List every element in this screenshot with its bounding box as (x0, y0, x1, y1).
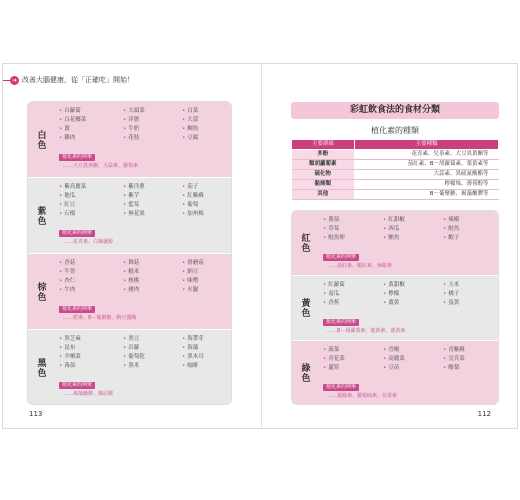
food-item: • 花枝 (123, 134, 182, 143)
food-item: • 糙米 (123, 268, 182, 277)
food-item: • 豬肉 (123, 286, 182, 295)
summary-row (292, 190, 499, 200)
food-item: • 高麗菜 (383, 355, 443, 364)
food-list (59, 335, 229, 371)
food-item: • 鯛魚 (182, 125, 232, 134)
chapter-header (3, 75, 261, 86)
summary-types: 茄紅素、B－胡蘿蔔素、葉黃素等 (355, 160, 499, 170)
summary-group: 硫化物 (292, 170, 355, 180)
food-item: • 味噌 (182, 277, 232, 286)
food-item: • 薑 (59, 125, 123, 134)
food-list (59, 107, 229, 143)
food-item: • 黃甜椒 (383, 281, 443, 290)
phytochemical-tag: 植化素的例舉 (59, 382, 95, 389)
food-item: • 牛蒡 (59, 268, 123, 277)
food-item: • 石榴 (59, 210, 123, 219)
food-item: • 地瓜 (59, 192, 123, 201)
food-item: • 紫洋蔥 (123, 183, 182, 192)
food-item: • 滑蘑菇 (182, 259, 232, 268)
food-item: • 舞菇 (123, 259, 182, 268)
food-item: • 菠菜 (323, 346, 383, 355)
food-item: • 香菇 (59, 259, 123, 268)
page-spine (261, 64, 262, 428)
food-list (323, 281, 496, 308)
right-page-title: 彩虹飲食法的食材分類 (291, 102, 499, 119)
left-color-table (27, 101, 232, 405)
food-item: • 西瓜 (383, 225, 443, 234)
color-label: 棕色 (35, 281, 46, 302)
food-item: • 青紫蘇 (443, 346, 493, 355)
summary-row (292, 170, 499, 180)
food-item: • 岩蘿 (123, 344, 182, 353)
color-row-body (54, 330, 232, 405)
color-row (292, 276, 499, 341)
food-item: • 海藻 (182, 344, 232, 353)
book-spread (2, 63, 518, 429)
food-item: • 香蕉 (323, 299, 383, 308)
food-item: • 葡萄 (182, 201, 232, 210)
food-item: • 羊栖菜 (59, 353, 123, 362)
color-row (28, 254, 232, 330)
summary-group: 其他 (292, 190, 355, 200)
color-row (28, 102, 232, 178)
food-item: • 黑芝麻 (59, 335, 123, 344)
food-item: • 葡萄乾 (123, 353, 182, 362)
food-item: • 檸檬 (383, 290, 443, 299)
chapter-title: 改善大腦健康，從「正確吃」開始！ (22, 76, 134, 84)
phytochemical-examples: ……褐藻醣膠、綠原酸 (63, 391, 114, 397)
food-item: • 大頭菜 (123, 107, 182, 116)
summary-types: 大蒜素、異硫氰酸酯等 (355, 170, 499, 180)
food-item: • 番茄 (323, 216, 383, 225)
page-number-left: 113 (29, 410, 43, 418)
food-item: • 豆腐 (182, 134, 232, 143)
summary-types: 花青素、兒茶素、大豆異黃酮等 (355, 150, 499, 160)
food-item: • 牛肉 (59, 286, 123, 295)
food-item: • 加州梅 (182, 210, 232, 219)
food-item: • 黑木耳 (182, 353, 232, 362)
color-row-body (318, 276, 499, 340)
color-row-body (54, 254, 232, 329)
color-row (28, 178, 232, 254)
color-row (292, 211, 499, 276)
food-item: • 牛奶 (123, 125, 182, 134)
food-item: • 薑黃 (383, 299, 443, 308)
color-label: 黃色 (299, 298, 310, 318)
summary-group: 多酚 (292, 150, 355, 160)
food-item: • 火腿 (182, 286, 232, 295)
food-item: • 鮭魚 (443, 225, 493, 234)
phytochemical-tag: 植化素的例舉 (323, 384, 359, 391)
color-row-body (54, 178, 232, 253)
color-label: 紅色 (299, 233, 310, 253)
color-row (292, 341, 499, 405)
food-item: • 鮪魚 (383, 234, 443, 243)
summary-types: 檸檬烯、薄荷醇等 (355, 180, 499, 190)
food-item: • 鮭魚卵 (323, 234, 383, 243)
color-row (28, 330, 232, 405)
food-item: • 海帶芽 (182, 335, 232, 344)
food-list (323, 346, 496, 373)
food-item: • 白菜 (182, 107, 232, 116)
food-item: • 豆苗 (383, 364, 443, 373)
food-item: • 蝦子 (443, 234, 493, 243)
summary-group: 黏烯類 (292, 180, 355, 190)
summary-row (292, 180, 499, 190)
food-item: • 蒟蒻 (59, 362, 123, 371)
phytochemical-examples: ……葉綠素、蘿蔔硫素、兒茶素 (327, 393, 398, 399)
color-label: 白色 (35, 129, 46, 150)
food-list (323, 216, 496, 243)
food-item: • 藍莓 (123, 201, 182, 210)
phytochemical-tag: 植化素的例舉 (59, 230, 95, 237)
phytochemical-examples: ……花青素、白藜蘆醇 (63, 239, 114, 245)
food-list (59, 183, 229, 219)
food-item: • 大蒜 (182, 116, 232, 125)
food-item: • 紅甜椒 (383, 216, 443, 225)
food-item: • 黑米 (123, 362, 182, 371)
summary-types: B－葡聚糖、褐藻醣膠等 (355, 190, 499, 200)
phytochemical-tag: 植化素的例舉 (323, 319, 359, 326)
food-item: • 黑豆 (123, 335, 182, 344)
food-item: • 紅豆 (59, 201, 123, 210)
food-item: • 酪梨 (443, 364, 493, 373)
phytochemical-tag: 植化素的例舉 (59, 154, 95, 161)
food-item: • 皇宮菜 (443, 355, 493, 364)
food-item: • 辣椒 (443, 216, 493, 225)
food-item: • 納豆 (182, 268, 232, 277)
food-item: • 玉米 (443, 281, 493, 290)
food-item: • 紅蘿蔔 (323, 281, 383, 290)
food-item: • 茄子 (182, 183, 232, 192)
color-row-body (318, 341, 499, 405)
food-item: • 白花椰菜 (59, 116, 123, 125)
food-item: • 草莓 (323, 225, 383, 234)
food-item: • 咖啡 (182, 362, 232, 371)
summary-group: 類胡蘿蔔素 (292, 160, 355, 170)
food-item: • 青花菜 (323, 355, 383, 364)
phytochemical-examples: ……茄紅素、蝦紅素、辣椒素 (327, 263, 393, 269)
color-label: 黑色 (35, 357, 46, 378)
phytochemical-examples: ……大豆異黃酮、大蒜素、蘿蔔素 (63, 163, 139, 169)
summary-header-types: 主要種類 (355, 140, 499, 150)
food-item: • 橘子 (443, 290, 493, 299)
phytochemical-tag: 植化素的例舉 (323, 254, 359, 261)
food-item: • 青椒 (383, 346, 443, 355)
food-item: • 紫高麗菜 (59, 183, 123, 192)
page-number-right: 112 (477, 410, 491, 418)
food-item: • 南瓜 (323, 290, 383, 299)
food-item: • 核桃 (123, 277, 182, 286)
summary-header-group: 主要群組 (292, 140, 355, 150)
color-row-body (318, 211, 499, 275)
food-list (59, 259, 229, 295)
food-item: • 紅紫蘇 (182, 192, 232, 201)
food-item: • 白蘿蔔 (59, 107, 123, 116)
food-item: • 紫芋 (123, 192, 182, 201)
food-item: • 杏仁 (59, 277, 123, 286)
food-item: • 蛋黃 (443, 299, 493, 308)
phytochemical-examples: ……乾素、B－葡聚糖、納豆激酶 (63, 315, 137, 321)
summary-row (292, 150, 499, 160)
color-row-body (54, 102, 232, 177)
food-item: • 無花果 (123, 210, 182, 219)
phytochemical-examples: ……B－胡蘿蔔素、葉黃素、薑黃素 (327, 328, 406, 334)
food-item: • 洋蔥 (123, 116, 182, 125)
summary-row (292, 160, 499, 170)
food-item: • 昆布 (59, 344, 123, 353)
color-label: 紫色 (35, 205, 46, 226)
right-color-table (291, 210, 499, 405)
food-item: • 雞肉 (59, 134, 123, 143)
right-page-subtitle: 植化素的種類 (371, 126, 419, 135)
phytochemical-tag: 植化素的例舉 (59, 306, 95, 313)
phytochemical-summary-table (291, 139, 499, 200)
color-label: 綠色 (299, 363, 310, 383)
bullet-icon: ➜ (11, 77, 18, 84)
food-item: • 蘆筍 (323, 364, 383, 373)
